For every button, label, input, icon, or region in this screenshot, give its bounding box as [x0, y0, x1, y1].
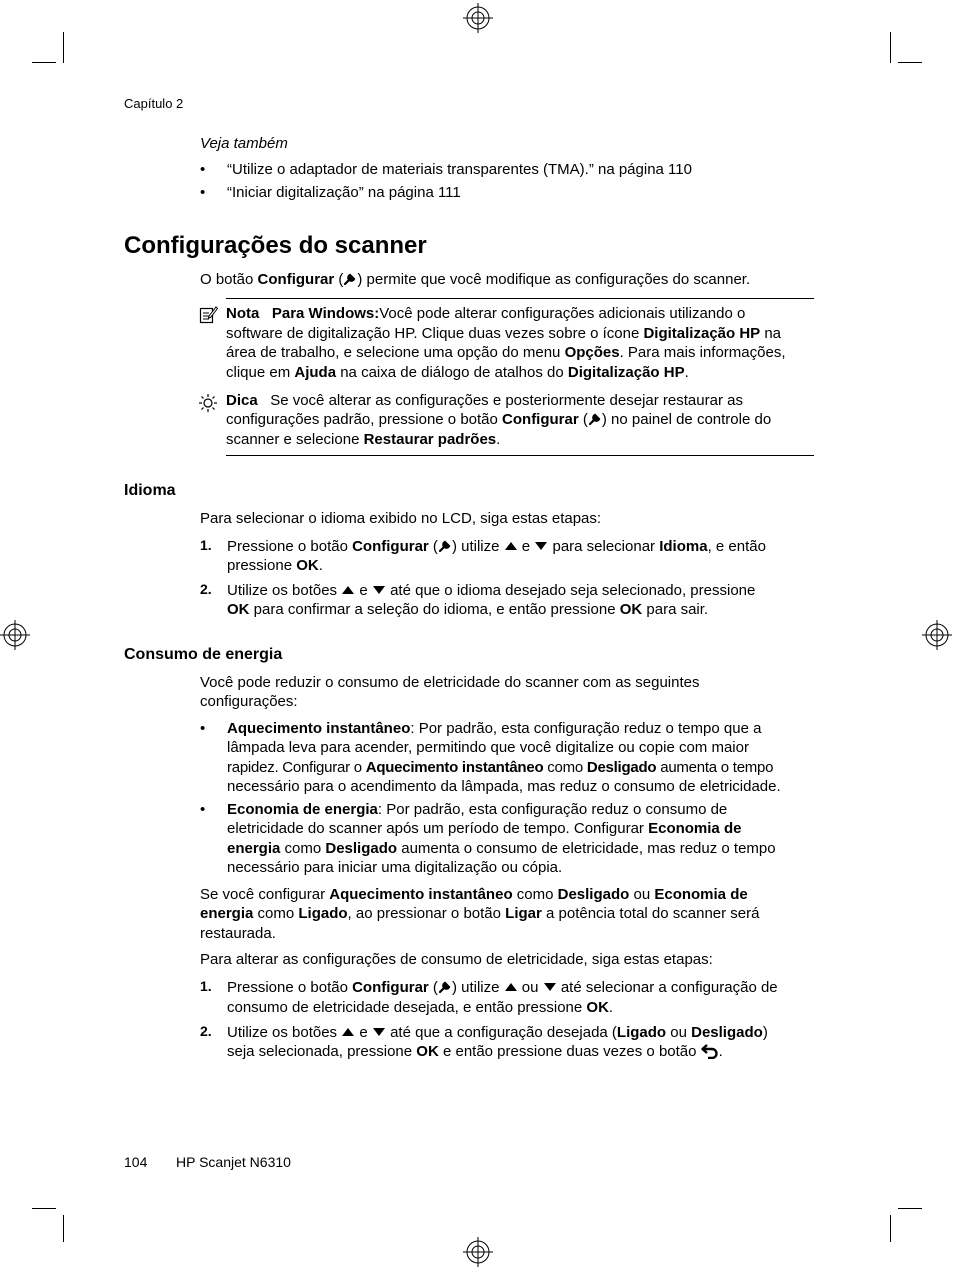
note-line: área de trabalho, e selecione uma opção do menu Opções. Para mais informações,	[226, 344, 786, 361]
tip-line: Dica Se você alterar as configurações e posteriormente desejar restaurar as	[226, 392, 743, 409]
see-also-link[interactable]: “Utilize o adaptador de materiais transparentes (TMA).” na página 110	[227, 161, 692, 178]
registration-mark-icon	[463, 1237, 493, 1267]
subsection-heading-idioma: Idioma	[124, 482, 176, 499]
crop-mark	[898, 1208, 922, 1209]
paragraph: restaurada.	[200, 925, 276, 942]
page-number: 104	[124, 1154, 148, 1170]
paragraph: Você pode reduzir o consumo de eletricidade do scanner com as seguintes	[200, 674, 700, 691]
step-number: 1.	[200, 537, 212, 553]
paragraph: Se você configurar Aquecimento instantâneo como Desligado ou Economia de	[200, 886, 748, 903]
see-also-link[interactable]: “Iniciar digitalização” na página 111	[227, 184, 461, 201]
bullet: •	[200, 161, 206, 178]
crop-mark	[32, 1208, 56, 1209]
bullet-line: necessário para iniciar uma digitalização ou cópia.	[227, 859, 563, 876]
step-line: OK para confirmar a seleção do idioma, e então pressione OK para sair.	[227, 601, 709, 618]
section-title: Configurações do scanner	[124, 232, 427, 259]
note-top-rule	[226, 298, 814, 299]
note-line: software de digitalização HP. Clique duas vezes sobre o ícone Digitalização HP na	[226, 325, 782, 342]
crop-mark	[63, 1215, 64, 1242]
up-arrow-icon	[504, 982, 518, 992]
bullet: •	[200, 184, 206, 201]
bullet: •	[200, 720, 206, 737]
bullet-line: necessário para o acendimento da lâmpada, mas reduz o consumo de eletricidade.	[227, 778, 781, 795]
crop-mark	[898, 62, 922, 63]
step-line: seja selecionada, pressione OK e então pressione duas vezes o botão .	[227, 1043, 723, 1060]
subsection-heading-energia: Consumo de energia	[124, 646, 283, 663]
bullet: •	[200, 801, 206, 818]
bullet-line: Aquecimento instantâneo: Por padrão, esta configuração reduz o tempo que a	[227, 720, 762, 737]
chapter-label: Capítulo 2	[124, 96, 184, 111]
step-number: 2.	[200, 581, 212, 597]
paragraph: configurações:	[200, 693, 298, 710]
crop-mark	[890, 32, 891, 63]
bullet-line: eletricidade do scanner após um período de tempo. Configurar Economia de	[227, 820, 742, 837]
note-line: clique em Ajuda na caixa de diálogo de atalhos do Digitalização HP.	[226, 364, 689, 381]
crop-mark	[32, 62, 56, 63]
tip-lightbulb-icon	[198, 393, 218, 413]
down-arrow-icon	[372, 1027, 386, 1037]
wrench-icon	[438, 980, 452, 994]
step-number: 2.	[200, 1023, 212, 1039]
crop-mark	[63, 32, 64, 63]
note-label: Nota	[226, 305, 260, 322]
tip-line: scanner e selecione Restaurar padrões.	[226, 431, 501, 448]
note-line: Nota Para Windows:Você pode alterar configurações adicionais utilizando o	[226, 305, 746, 322]
back-arrow-icon	[701, 1043, 719, 1059]
registration-mark-icon	[463, 3, 493, 33]
step-number: 1.	[200, 978, 212, 994]
down-arrow-icon	[534, 541, 548, 551]
see-also-label: Veja também	[200, 135, 288, 152]
step-line: Utilize os botões e até que a configuração desejada (Ligado ou Desligado)	[227, 1024, 768, 1041]
section-intro: O botão Configurar ( ) permite que você modifique as configurações do scanner.	[200, 271, 751, 288]
crop-mark	[890, 1215, 891, 1242]
step-line: Utilize os botões e até que o idioma desejado seja selecionado, pressione	[227, 582, 756, 599]
bullet-line: lâmpada leva para acender, permitindo que você digitalize ou copie com maior	[227, 739, 749, 756]
step-line: Pressione o botão Configurar ( ) utilize e para selecionar Idioma, e então	[227, 538, 766, 555]
note-icon	[199, 305, 218, 324]
paragraph: Para alterar as configurações de consumo de eletricidade, siga estas etapas:	[200, 951, 713, 968]
bullet-line: energia como Desligado aumenta o consumo de eletricidade, mas reduz o tempo	[227, 840, 776, 857]
bullet-line: rapidez. Configurar o Aquecimento instantâneo como Desligado aumenta o tempo	[227, 759, 774, 776]
registration-mark-icon	[0, 620, 30, 650]
up-arrow-icon	[504, 541, 518, 551]
step-line: consumo de eletricidade desejada, e então pressione OK.	[227, 999, 614, 1016]
up-arrow-icon	[341, 585, 355, 595]
down-arrow-icon	[372, 585, 386, 595]
wrench-icon	[588, 412, 602, 426]
wrench-icon	[343, 272, 357, 286]
wrench-icon	[438, 539, 452, 553]
down-arrow-icon	[543, 982, 557, 992]
note-bottom-rule	[226, 455, 814, 456]
product-name: HP Scanjet N6310	[176, 1154, 291, 1170]
bullet-line: Economia de energia: Por padrão, esta configuração reduz o consumo de	[227, 801, 728, 818]
tip-line: configurações padrão, pressione o botão Configurar ( ) no painel de controle do	[226, 411, 772, 428]
up-arrow-icon	[341, 1027, 355, 1037]
step-line: pressione OK.	[227, 557, 323, 574]
step-line: Pressione o botão Configurar ( ) utilize ou até selecionar a configuração de	[227, 979, 778, 996]
paragraph: energia como Ligado, ao pressionar o botão Ligar a potência total do scanner será	[200, 905, 760, 922]
registration-mark-icon	[922, 620, 952, 650]
tip-label: Dica	[226, 392, 258, 409]
paragraph: Para selecionar o idioma exibido no LCD, siga estas etapas:	[200, 510, 602, 527]
